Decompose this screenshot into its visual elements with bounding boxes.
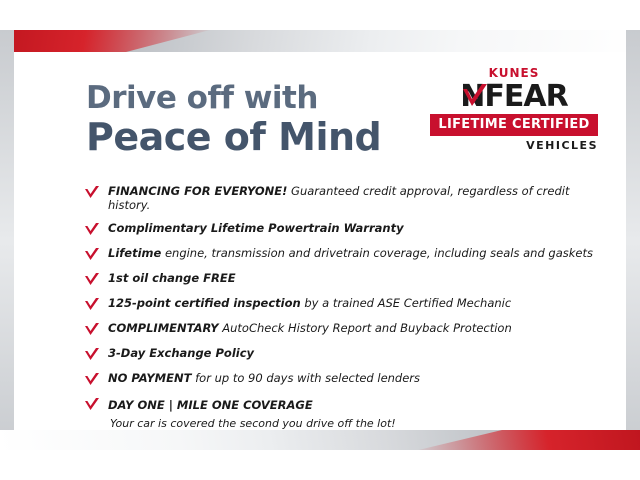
list-item [84, 321, 594, 338]
list-item-bold: NO PAYMENT [108, 370, 192, 385]
list-item-bold: Complimentary Lifetime Powertrain Warranty [108, 220, 404, 235]
list-item-text [108, 184, 594, 213]
list-item [84, 271, 594, 288]
list-item [84, 396, 594, 430]
list-item-bold: 125-point certified inspection [108, 295, 301, 310]
list-item-normal: by a trained ASE Certified Mechanic [300, 295, 512, 310]
list-item-subtext: Your car is covered the second you drive off the lot! [110, 416, 396, 430]
list-item [84, 296, 594, 313]
check-icon [84, 397, 100, 413]
list-item-text [108, 398, 313, 412]
list-item-text [108, 371, 420, 385]
list-item-normal: Guaranteed credit approval, regardless of credit history. [108, 184, 570, 213]
badge-certified-bar: LIFETIME CERTIFIED [430, 114, 598, 136]
badge-headline [430, 80, 598, 114]
left-edge-band [0, 30, 14, 452]
list-item-text [108, 246, 593, 260]
list-item-text [108, 296, 511, 310]
no-fear-badge [430, 66, 598, 152]
check-icon [84, 347, 100, 363]
headline-line-1: Drive off with [86, 80, 318, 116]
list-item-bold: 1st oil change FREE [108, 270, 236, 285]
list-item [84, 221, 594, 238]
check-icon [84, 222, 100, 238]
red-check-icon [460, 82, 490, 112]
badge-brand-label: KUNES [488, 66, 540, 80]
check-icon [84, 372, 100, 388]
benefits-list [84, 184, 594, 438]
list-item-bold: DAY ONE | MILE ONE COVERAGE [108, 397, 313, 412]
top-white-band [0, 0, 640, 32]
content-sheet [14, 52, 626, 430]
check-icon [84, 247, 100, 263]
check-icon [84, 322, 100, 338]
headline-line-2: Peace of Mind [86, 114, 382, 159]
list-item-bold: FINANCING FOR EVERYONE! [108, 184, 288, 198]
list-item-normal: AutoCheck History Report and Buyback Protection [218, 320, 512, 335]
list-item [84, 246, 594, 263]
bottom-white-band [0, 450, 640, 480]
list-item-bold: Lifetime [108, 245, 162, 260]
list-item-bold: 3-Day Exchange Policy [108, 345, 255, 360]
right-edge-band [626, 30, 640, 452]
list-item [84, 371, 594, 388]
badge-word-no: N [460, 79, 485, 114]
list-item [84, 346, 594, 363]
list-item-text-block [108, 396, 396, 430]
headline-block [86, 82, 466, 158]
badge-vehicles-label: VEHICLES [526, 139, 598, 152]
list-item-normal: for up to 90 days with selected lenders [191, 370, 421, 385]
list-item [84, 184, 594, 213]
list-item-text [108, 271, 236, 285]
list-item-text [108, 321, 512, 335]
badge-word-fear: FEAR [484, 79, 568, 114]
check-icon [84, 185, 100, 201]
list-item-text [108, 221, 404, 235]
list-item-normal: engine, transmission and drivetrain coverage, including seals and gaskets [161, 245, 593, 260]
check-icon [84, 297, 100, 313]
check-icon [84, 272, 100, 288]
list-item-text [108, 346, 254, 360]
list-item-bold: COMPLIMENTARY [108, 320, 219, 335]
